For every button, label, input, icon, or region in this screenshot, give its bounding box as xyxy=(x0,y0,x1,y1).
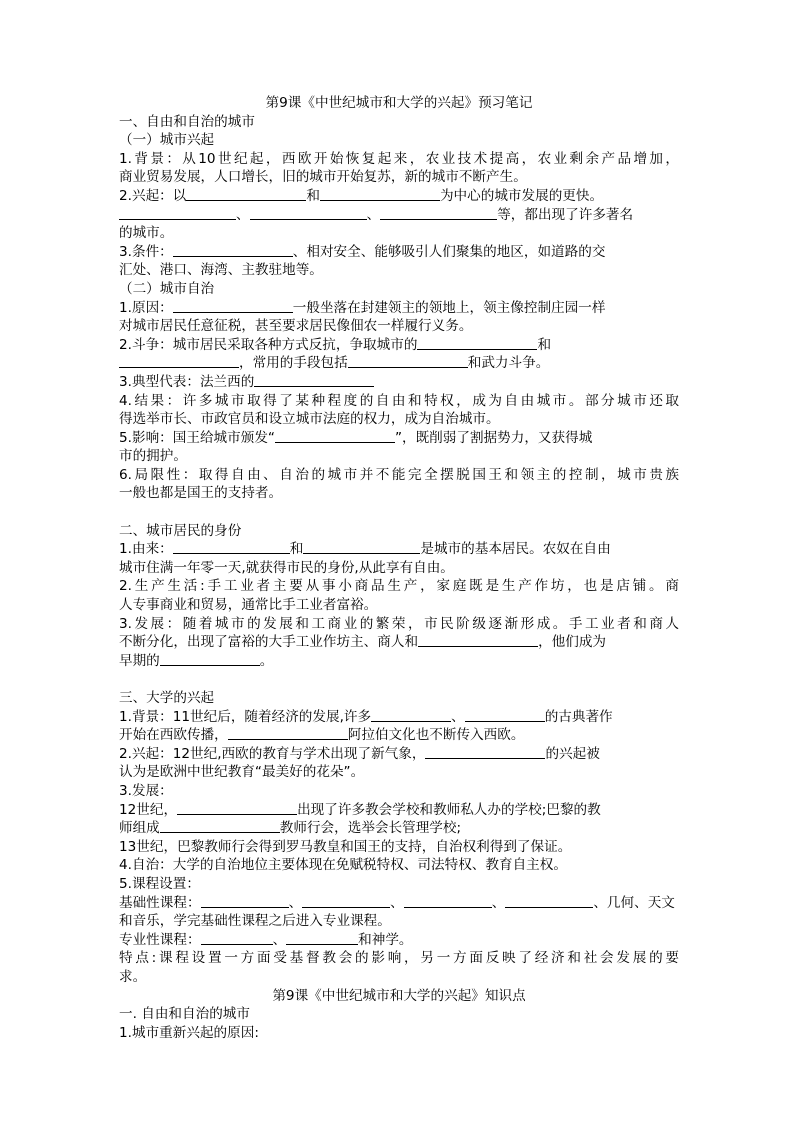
answer-blank[interactable] xyxy=(417,336,537,350)
answer-blank[interactable] xyxy=(173,299,293,313)
text-line: 城市住满一年零一天,就获得市民的身份,从此享有自由。 xyxy=(119,559,454,576)
answer-blank[interactable] xyxy=(303,540,420,554)
answer-blank[interactable] xyxy=(302,894,390,908)
text-line: 对城市居民任意征税，甚至要求居民像佃农一样履行义务。 xyxy=(119,318,473,335)
answer-blank[interactable] xyxy=(173,243,293,257)
text-line: 3.发展： xyxy=(119,782,173,799)
answer-blank[interactable] xyxy=(160,652,260,666)
answer-blank[interactable] xyxy=(254,373,374,387)
text-line: 4.自治：大学的自治地位主要体现在免赋税特权、司法特权、教育自主权。 xyxy=(119,857,567,874)
text-line: 2.生产生活:手工业者主要从事小商品生产，家庭既是生产作坊，也是店铺。商 xyxy=(119,578,679,595)
knowledge-title: 第9课《中世纪城市和大学的兴起》知识点 xyxy=(272,987,526,1004)
section-heading-2: 二、城市居民的身份 xyxy=(119,522,242,539)
fill-line: 2.兴起：12世纪,西欧的教育与学术出现了新气象， 的兴起被 xyxy=(119,745,600,762)
text-line: 市的拥护。 xyxy=(119,448,187,465)
section-heading-1: 一、自由和自治的城市 xyxy=(119,113,255,130)
answer-blank[interactable] xyxy=(348,354,468,368)
text-line: 的城市。 xyxy=(119,225,174,242)
fill-line: 1.背景：11世纪后，随着经济的发展,许多 、 的古典著作 xyxy=(119,708,613,725)
subsection-city-rise: （一）城市兴起 xyxy=(119,132,215,149)
answer-blank[interactable] xyxy=(201,931,273,945)
answer-blank[interactable] xyxy=(201,894,289,908)
fill-line: 、 、 等，都出现了许多著名 xyxy=(119,206,679,225)
fill-line: 专业性课程： 、 和神学。 xyxy=(119,931,413,948)
fill-line: 2.斗争：城市居民采取各种方式反抗，争取城市的 和 xyxy=(119,336,552,353)
text-line: 1.城市重新兴起的原因: xyxy=(119,1024,259,1041)
fill-line: 12世纪， 出现了许多教会学校和教师私人办的学校;巴黎的教 xyxy=(119,801,601,818)
fill-line: 5.影响：国王给城市颁发“ ”，既削弱了割据势力，又获得城 xyxy=(119,429,593,446)
subsection-city-autonomy: （二）城市自治 xyxy=(119,280,215,297)
answer-blank[interactable] xyxy=(228,726,348,740)
text-line: 求。 xyxy=(119,968,147,985)
worksheet-page xyxy=(119,94,679,1042)
text-line: 4.结果：许多城市取得了某种程度的自由和特权，成为自由城市。部分城市还取 xyxy=(119,392,679,409)
answer-blank[interactable] xyxy=(371,708,451,722)
text-line: 商业贸易发展，人口增长，旧的城市开始复苏，新的城市不断产生。 xyxy=(119,169,527,186)
answer-blank[interactable] xyxy=(186,187,306,201)
answer-blank[interactable] xyxy=(505,894,593,908)
answer-blank[interactable] xyxy=(404,894,492,908)
fill-line: 开始在西欧传播， 阿拉伯文化也不断传入西欧。 xyxy=(119,727,525,744)
answer-blank[interactable] xyxy=(380,206,497,220)
fill-line: 不断分化，出现了富裕的大手工业作坊主、商人和 ，他们成为 xyxy=(119,634,607,651)
text-line: 5.课程设置： xyxy=(119,875,200,892)
knowledge-heading: 一. 自由和自治的城市 xyxy=(119,1006,250,1023)
answer-blank[interactable] xyxy=(320,187,440,201)
page-title: 第9课《中世纪城市和大学的兴起》预习笔记 xyxy=(265,95,533,111)
answer-blank[interactable] xyxy=(425,745,545,759)
answer-blank[interactable] xyxy=(119,354,239,368)
fill-line: 1.原因： 一般坐落在封建领主的领地上，领主像控制庄园一样 xyxy=(119,299,606,316)
text-line: 汇处、港口、海湾、主教驻地等。 xyxy=(119,262,323,279)
answer-blank[interactable] xyxy=(119,206,236,220)
fill-line: 师组成 教师行会，选举会长管理学校; xyxy=(119,820,462,837)
answer-blank[interactable] xyxy=(275,429,395,443)
fill-line: 2.兴起：以 和 为中心的城市发展的更快。 xyxy=(119,187,604,204)
fill-line: 基础性课程： 、 、 、 、几何、天文 xyxy=(119,894,675,911)
text-line: 6.局限性：取得自由、自治的城市并不能完全摆脱国王和领主的控制，城市贵族 xyxy=(119,466,679,483)
text-line: 3.发展：随着城市的发展和工商业的繁荣，市民阶级逐渐形成。手工业者和商人 xyxy=(119,615,679,632)
fill-line: 3.典型代表：法兰西的 xyxy=(119,373,679,392)
answer-blank[interactable] xyxy=(465,708,545,722)
answer-blank[interactable] xyxy=(286,931,358,945)
answer-blank[interactable] xyxy=(250,206,367,220)
text-line: 和音乐，学完基础性课程之后进入专业课程。 xyxy=(119,913,391,930)
fill-line: 1.由来： 和 是城市的基本居民。农奴在自由 xyxy=(119,541,611,558)
answer-blank[interactable] xyxy=(418,633,538,647)
answer-blank[interactable] xyxy=(173,540,290,554)
text-line: 认为是欧洲中世纪教育“最美好的花朵”。 xyxy=(119,764,365,781)
text-line: 13世纪，巴黎教师行会得到罗马教皇和国王的支持，自治权利得到了保证。 xyxy=(119,838,572,855)
spacer xyxy=(119,503,679,522)
spacer xyxy=(119,670,679,689)
fill-line: 3.条件： 、相对安全、能够吸引人们聚集的地区，如道路的交 xyxy=(119,243,606,260)
text-line: 1.背景：从10世纪起，西欧开始恢复起来，农业技术提高，农业剩余产品增加， xyxy=(119,150,679,167)
answer-blank[interactable] xyxy=(177,801,297,815)
fill-line: 早期的 。 xyxy=(119,652,274,669)
fill-line: ，常用的手段包括 和武力斗争。 xyxy=(119,354,679,373)
text-line: 一般也都是国王的支持者。 xyxy=(119,485,283,502)
answer-blank[interactable] xyxy=(160,819,280,833)
text-line: 人专事商业和贸易，通常比手工业者富裕。 xyxy=(119,597,378,614)
text-line: 特点:课程设置一方面受基督教会的影响，另一方面反映了经济和社会发展的要 xyxy=(119,950,679,967)
text-line: 得选举市长、市政官员和设立城市法庭的权力，成为自治城市。 xyxy=(119,411,500,428)
section-heading-3: 三、大学的兴起 xyxy=(119,690,215,706)
